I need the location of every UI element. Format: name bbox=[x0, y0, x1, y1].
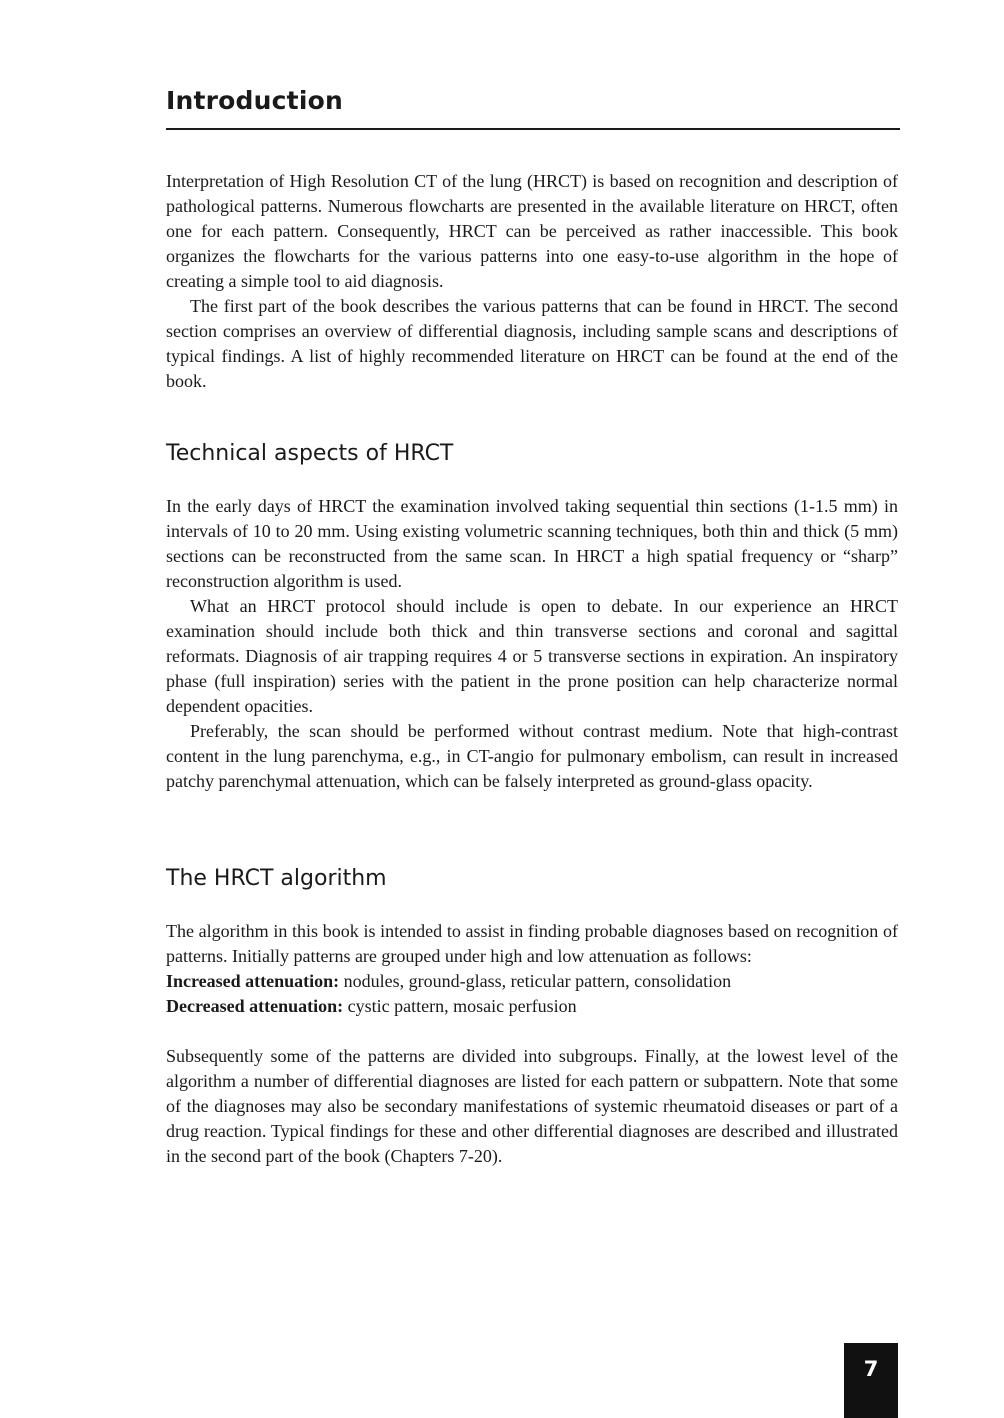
technical-paragraph-3: Preferably, the scan should be performed without contrast medium. Note that high-contrast content in the lung parenchyma, e.g., in CT-angio for pulmonary embolism, can result in increased patchy parenchymal attenuation, which can be falsely interpreted as ground-glass opacity. bbox=[166, 721, 898, 791]
page-number-tab bbox=[844, 1343, 898, 1418]
page-header bbox=[166, 84, 900, 130]
decreased-attenuation-term: Decreased attenuation: bbox=[166, 996, 344, 1016]
increased-attenuation-patterns: nodules, ground-glass, reticular pattern, consolidation bbox=[339, 971, 732, 991]
page-title: Introduction bbox=[166, 86, 343, 115]
decreased-attenuation-patterns: cystic pattern, mosaic perfusion bbox=[343, 996, 577, 1016]
decreased-attenuation-line bbox=[166, 994, 898, 1019]
increased-attenuation-term: Increased attenuation: bbox=[166, 971, 340, 991]
technical-section bbox=[166, 494, 898, 794]
algorithm-paragraph-2: Subsequently some of the patterns are divided into subgroups. Finally, at the lowest level of the algorithm a number of differential diagnoses are listed for each pattern or subpattern. Note that some of the diagnoses may also be secondary manifestations of systemic rheumatoid diseases or part of a drug reaction. Typical findings for these and other differential diagnoses are described and illustrated in the second part of the book (Chapters 7-20). bbox=[166, 1046, 898, 1166]
intro-paragraph-2: The first part of the book describes the various patterns that can be found in HRCT. The second section comprises an overview of differential diagnosis, including sample scans and descriptions of typical findings. A list of highly recommended literature on HRCT can be found at the end of the book. bbox=[166, 296, 898, 391]
increased-attenuation-line bbox=[166, 969, 898, 994]
page-number: 7 bbox=[863, 1357, 879, 1381]
intro-paragraph-1: Interpretation of High Resolution CT of the lung (HRCT) is based on recognition and description of pathological patterns. Numerous flowcharts are presented in the available literature on HRCT, often one for each pattern. Consequently, HRCT can be perceived as rather inaccessible. This book organizes the flowcharts for the various patterns into one easy-to-use algorithm in the hope of creating a simple tool to aid diagnosis. bbox=[166, 171, 898, 291]
algorithm-section bbox=[166, 919, 898, 1169]
technical-heading: Technical aspects of HRCT bbox=[166, 441, 454, 466]
technical-paragraph-1: In the early days of HRCT the examination involved taking sequential thin sections (1-1.5 mm) in intervals of 10 to 20 mm. Using existing volumetric scanning techniques, both thin and thick (5 mm) sections can be reconstructed from the same scan. In HRCT a high spatial frequency or “sharp” reconstruction algorithm is used. bbox=[166, 496, 898, 591]
algorithm-paragraph-1: The algorithm in this book is intended to assist in finding probable diagnoses based on recognition of patterns. Initially patterns are grouped under high and low attenuation as follows: bbox=[166, 921, 898, 966]
algorithm-heading: The HRCT algorithm bbox=[166, 866, 387, 891]
technical-paragraph-2: What an HRCT protocol should include is open to debate. In our experience an HRCT examination should include both thick and thin transverse sections and coronal and sagittal reformats. Diagnosis of air trapping requires 4 or 5 transverse sections in expiration. An inspiratory phase (full inspiration) series with the patient in the prone position can help characterize normal dependent opacities. bbox=[166, 596, 898, 716]
intro-section bbox=[166, 169, 898, 394]
